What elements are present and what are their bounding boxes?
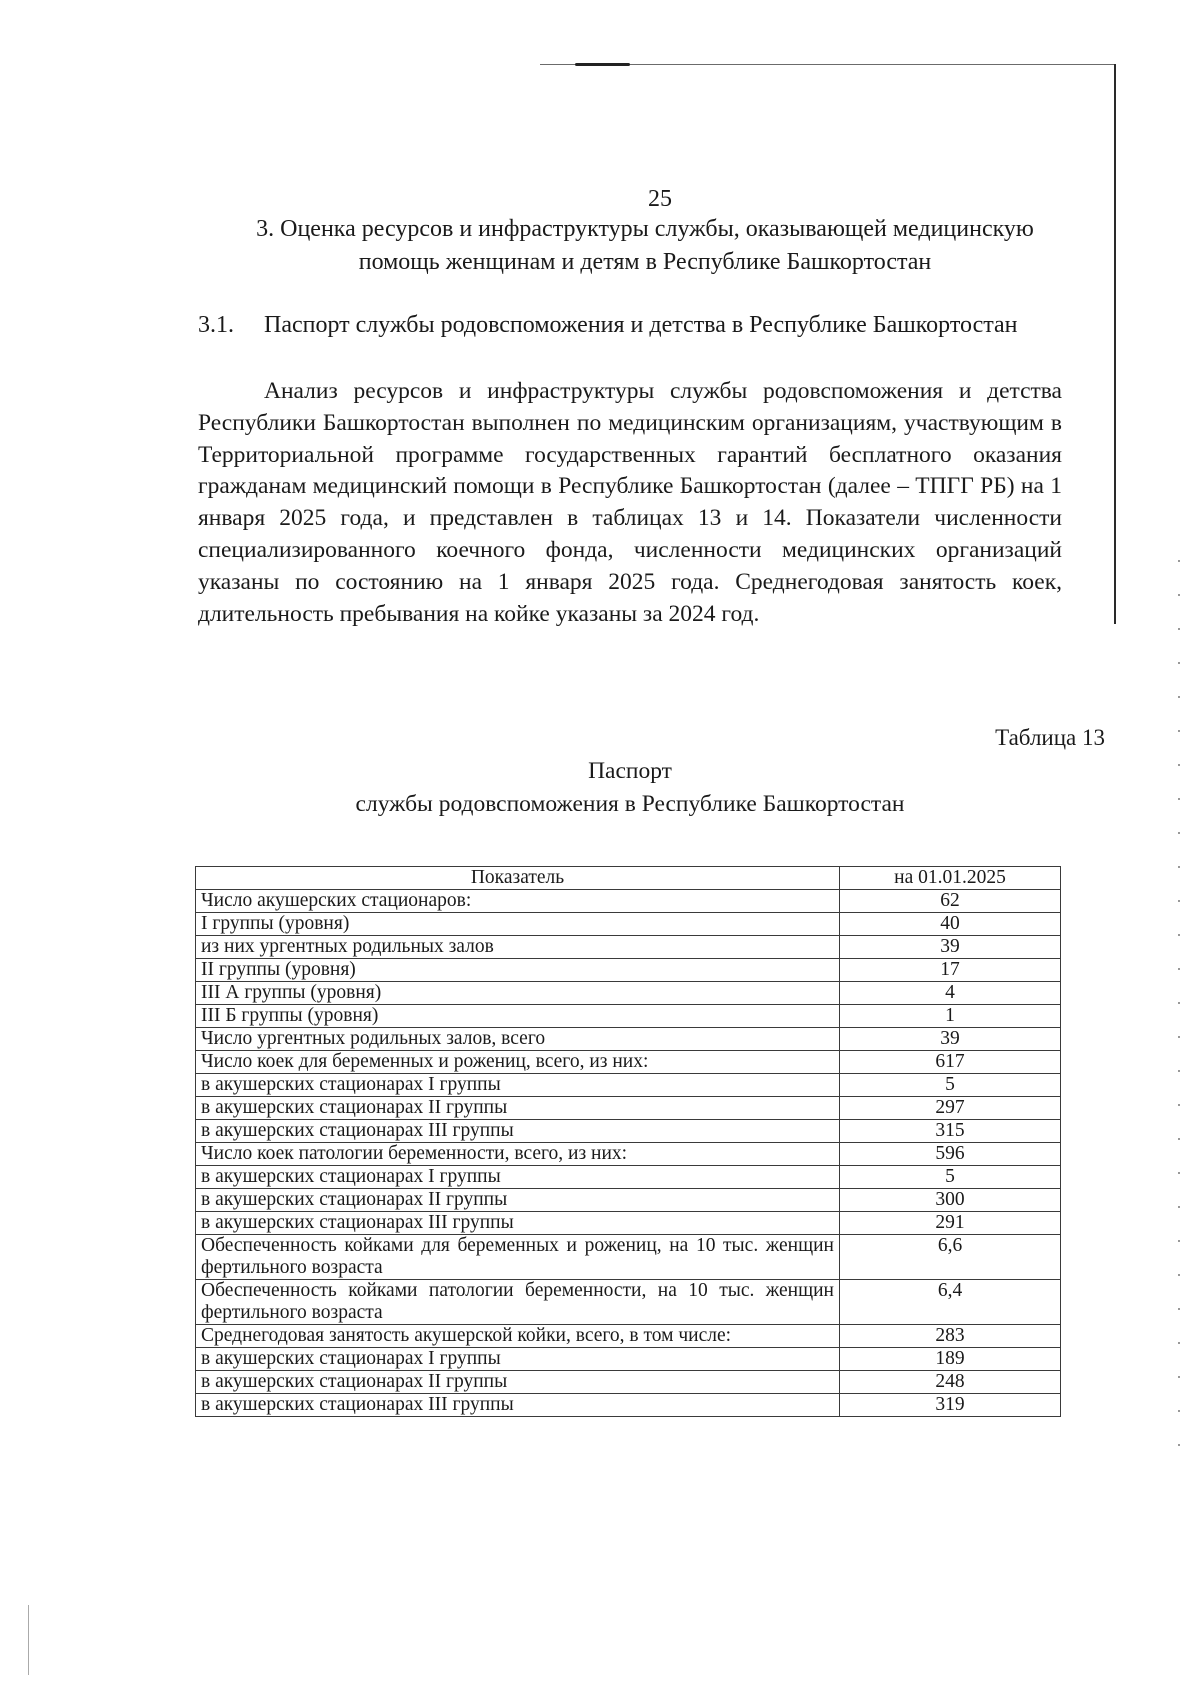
scan-noise-left (28, 1605, 29, 1675)
indicator-cell: Число коек для беременных и рожениц, всего, из них: (196, 1051, 840, 1074)
table-row (196, 1235, 1061, 1280)
value-cell: 291 (840, 1212, 1061, 1235)
section-heading: 3. Оценка ресурсов и инфраструктуры службы, оказывающей медицинскую помощь женщинам и детям в Республике Башкортостан (256, 216, 1034, 275)
value-cell: 40 (840, 913, 1061, 936)
table-header-row (196, 867, 1061, 890)
indicator-cell: III А группы (уровня) (196, 982, 840, 1005)
value-cell: 319 (840, 1394, 1061, 1417)
indicator-cell: I группы (уровня) (196, 913, 840, 936)
indicator-cell: Обеспеченность койками патологии беременности, на 10 тыс. женщин фертильного возраста (196, 1280, 840, 1325)
value-cell: 248 (840, 1371, 1061, 1394)
indicator-cell: в акушерских стационарах II группы (196, 1097, 840, 1120)
table-row (196, 1074, 1061, 1097)
header-indicator: Показатель (196, 867, 840, 890)
table-label: Таблица 13 (995, 725, 1105, 750)
subsection-title: Паспорт службы родовспоможения и детства в Республике Башкортостан (264, 312, 1018, 338)
value-cell: 39 (840, 936, 1061, 959)
scan-edge-right (1114, 64, 1116, 624)
table-row (196, 913, 1061, 936)
value-cell: 189 (840, 1348, 1061, 1371)
table-row (196, 1325, 1061, 1348)
table-row (196, 1120, 1061, 1143)
table-row (196, 1394, 1061, 1417)
table-row (196, 1348, 1061, 1371)
passport-table (195, 866, 1061, 1417)
value-cell: 4 (840, 982, 1061, 1005)
indicator-cell: в акушерских стационарах III группы (196, 1212, 840, 1235)
subsection-heading (198, 312, 1078, 339)
indicator-cell: в акушерских стационарах I группы (196, 1166, 840, 1189)
table-row (196, 1280, 1061, 1325)
value-cell: 297 (840, 1097, 1061, 1120)
table-row (196, 982, 1061, 1005)
value-cell: 5 (840, 1166, 1061, 1189)
indicator-cell: Число акушерских стационаров: (196, 890, 840, 913)
value-cell: 315 (840, 1120, 1061, 1143)
value-cell: 617 (840, 1051, 1061, 1074)
table-title-line1: Паспорт (588, 758, 672, 784)
indicator-cell: Число ургентных родильных залов, всего (196, 1028, 840, 1051)
value-cell: 6,6 (840, 1235, 1061, 1280)
indicator-cell: II группы (уровня) (196, 959, 840, 982)
indicator-cell: в акушерских стационарах I группы (196, 1074, 840, 1097)
table-row (196, 1212, 1061, 1235)
scan-artifact (575, 63, 630, 66)
value-cell: 596 (840, 1143, 1061, 1166)
table-row (196, 1051, 1061, 1074)
indicator-cell: III Б группы (уровня) (196, 1005, 840, 1028)
table-row (196, 1371, 1061, 1394)
header-date: на 01.01.2025 (840, 867, 1061, 890)
indicator-cell: в акушерских стационарах I группы (196, 1348, 840, 1371)
table-row (196, 1143, 1061, 1166)
value-cell: 300 (840, 1189, 1061, 1212)
page-number: 25 (648, 186, 672, 212)
indicator-cell: Среднегодовая занятость акушерской койки, всего, в том числе: (196, 1325, 840, 1348)
value-cell: 17 (840, 959, 1061, 982)
table-row (196, 959, 1061, 982)
indicator-cell: из них ургентных родильных залов (196, 936, 840, 959)
table-row (196, 1189, 1061, 1212)
indicator-cell: в акушерских стационарах III группы (196, 1394, 840, 1417)
table-row (196, 1028, 1061, 1051)
value-cell: 1 (840, 1005, 1061, 1028)
value-cell: 39 (840, 1028, 1061, 1051)
table-row (196, 1005, 1061, 1028)
table-row (196, 936, 1061, 959)
table-row (196, 1166, 1061, 1189)
table-row (196, 1097, 1061, 1120)
table-title-line2: службы родовспоможения в Республике Башкортостан (355, 791, 905, 817)
table-row (196, 890, 1061, 913)
scan-noise (1178, 560, 1180, 1460)
value-cell: 5 (840, 1074, 1061, 1097)
indicator-cell: в акушерских стационарах II группы (196, 1189, 840, 1212)
value-cell: 62 (840, 890, 1061, 913)
body-paragraph: Анализ ресурсов и инфраструктуры службы родовспоможения и детства Республики Башкортостан выполнен по медицинским организациям, участвующим в Территориальной программе государственных гарантий бесплатного оказания гражданам медицинский помощи в Республике Башкортостан (далее – ТПГГ РБ) на 1 января 2025 года, и представлен в таблицах 13 и 14. Показатели численности специализированного коечного фонда, численности медицинских организаций указаны по состоянию на 1 января 2025 года. Среднегодовая занятость коек, длительность пребывания на койке указаны за 2024 год. (198, 378, 1062, 627)
indicator-cell: Число коек патологии беременности, всего, из них: (196, 1143, 840, 1166)
indicator-cell: в акушерских стационарах III группы (196, 1120, 840, 1143)
indicator-cell: в акушерских стационарах II группы (196, 1371, 840, 1394)
table-title (200, 755, 1060, 821)
value-cell: 6,4 (840, 1280, 1061, 1325)
value-cell: 283 (840, 1325, 1061, 1348)
indicator-cell: Обеспеченность койками для беременных и рожениц, на 10 тыс. женщин фертильного возраста (196, 1235, 840, 1280)
subsection-number: 3.1. (198, 312, 234, 338)
